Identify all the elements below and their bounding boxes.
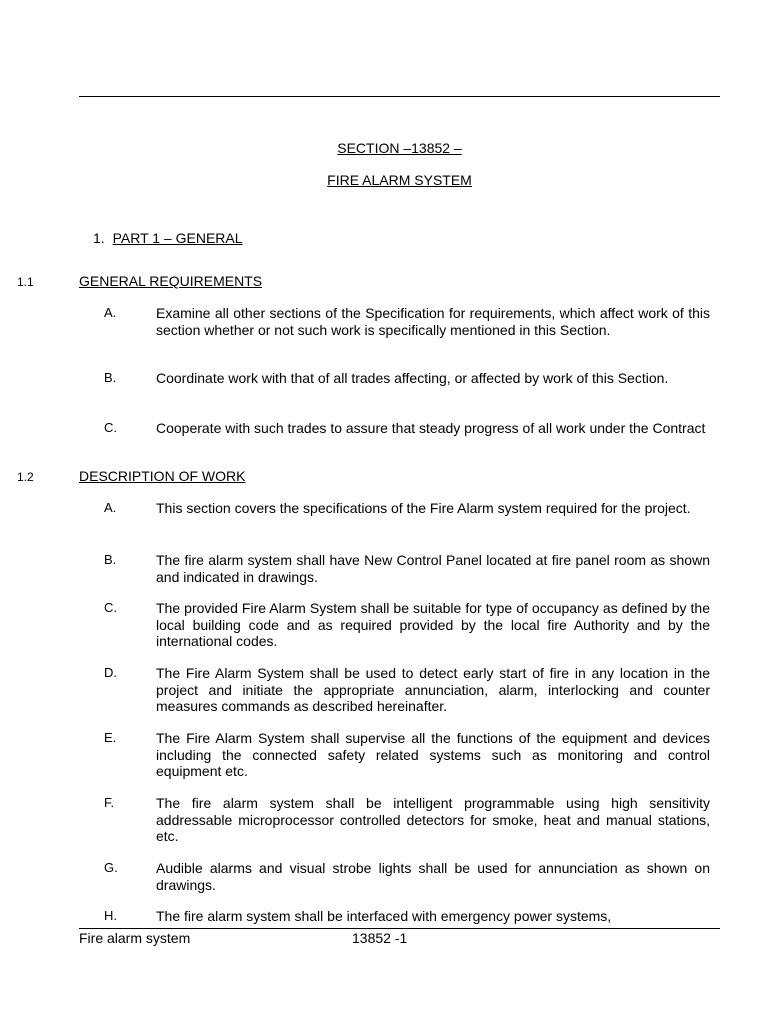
item-text: The fire alarm system shall have New Control Panel located at fire panel room as shown and indicated in drawings. xyxy=(156,552,710,585)
item-text: This section covers the specifications of the Fire Alarm system required for the project. xyxy=(156,500,691,516)
item-letter: B. xyxy=(104,370,117,385)
item-text: The Fire Alarm System shall supervise all the functions of the equipment and devices including the connected safety related systems such as monitoring and control equipment etc. xyxy=(156,730,710,779)
footer-title: Fire alarm system xyxy=(79,930,191,946)
header-rule xyxy=(79,96,720,97)
part-number: 1. xyxy=(93,230,105,246)
item-letter: B. xyxy=(104,552,117,567)
item-letter: A. xyxy=(104,305,117,320)
item-letter: F. xyxy=(104,795,115,810)
section-number: 1.2 xyxy=(17,470,34,484)
system-title: FIRE ALARM SYSTEM xyxy=(327,172,472,188)
section-title: SECTION –13852 – xyxy=(337,140,462,156)
item-letter: G. xyxy=(104,860,118,875)
item-text: The fire alarm system shall be intelligent programmable using high sensitivity addressable microprocessor controlled detectors for smoke, heat and manual stations, etc. xyxy=(156,795,710,844)
item-letter: D. xyxy=(104,665,117,680)
item-text: Audible alarms and visual strobe lights shall be used for annunciation as shown on drawings. xyxy=(156,860,710,893)
item-text: Coordinate work with that of all trades affecting, or affected by work of this Section. xyxy=(156,370,669,386)
part-label: PART 1 – GENERAL xyxy=(112,230,243,246)
footer-rule xyxy=(79,928,720,929)
section-heading: DESCRIPTION OF WORK xyxy=(79,468,246,484)
item-letter: C. xyxy=(104,600,117,615)
section-number: 1.1 xyxy=(17,275,34,289)
part-heading xyxy=(93,230,243,246)
page-number: 13852 -1 xyxy=(352,930,408,946)
item-letter: C. xyxy=(104,420,117,435)
item-text: Examine all other sections of the Specification for requirements, which affect work of this section whether or not such work is specifically mentioned in this Section. xyxy=(156,305,710,338)
item-text: Cooperate with such trades to assure that steady progress of all work under the Contract xyxy=(156,420,706,436)
section-heading: GENERAL REQUIREMENTS xyxy=(79,273,263,289)
item-letter: A. xyxy=(104,500,117,515)
item-text: The Fire Alarm System shall be used to detect early start of fire in any location in the project and initiate the appropriate annunciation, alarm, interlocking and counter measures commands as described hereinafter. xyxy=(156,665,710,714)
item-text: The provided Fire Alarm System shall be suitable for type of occupancy as defined by the local building code and as required provided by the local fire Authority and by the international codes. xyxy=(156,600,710,649)
item-letter: H. xyxy=(104,908,117,923)
item-letter: E. xyxy=(104,730,117,745)
item-text: The fire alarm system shall be interfaced with emergency power systems, xyxy=(156,908,612,924)
